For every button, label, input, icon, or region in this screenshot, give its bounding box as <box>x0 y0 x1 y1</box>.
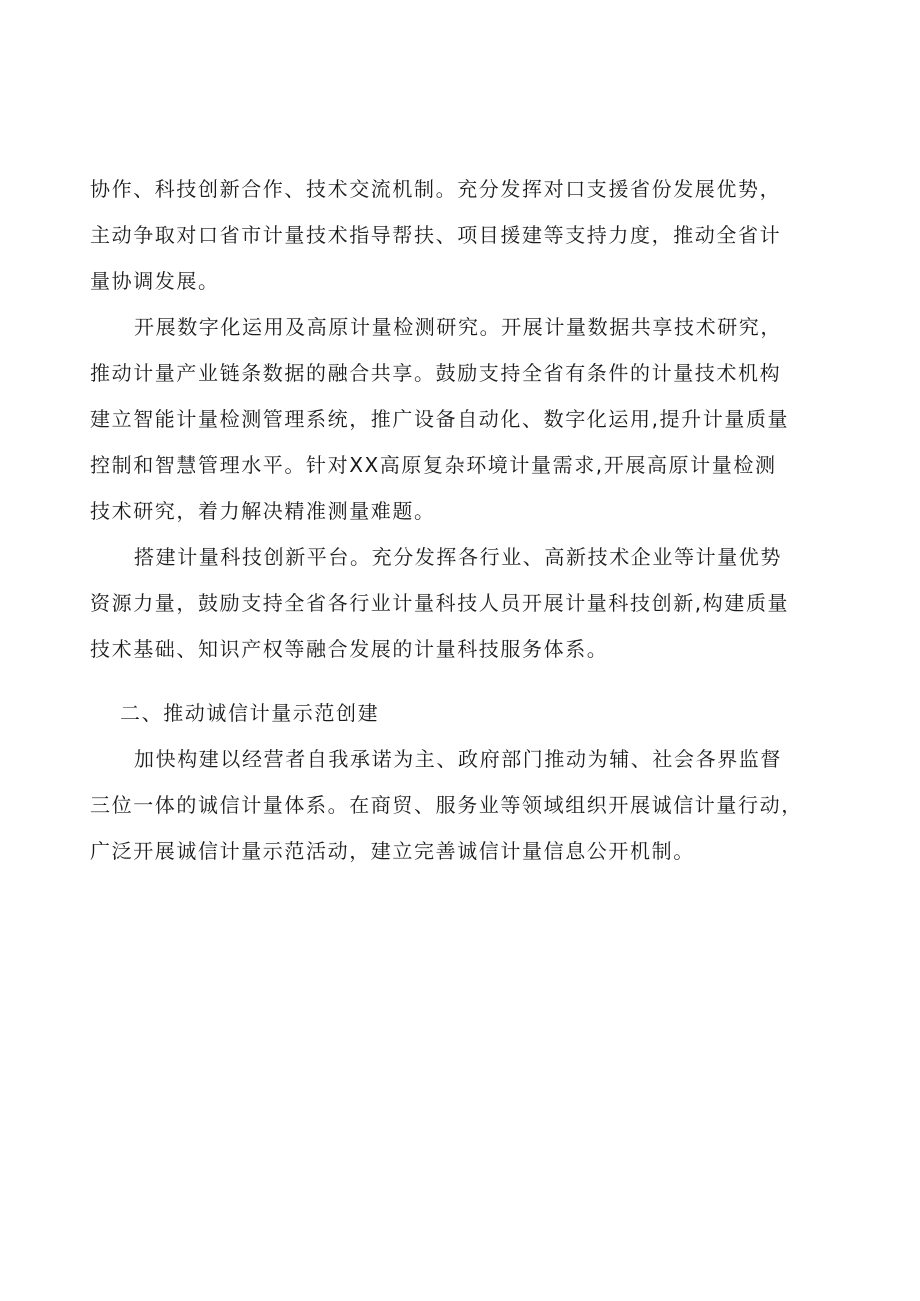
paragraph-line: 控制和智慧管理水平。针对XX高原复杂环境计量需求,开展高原计量检测 <box>90 453 777 477</box>
paragraph-1 <box>90 166 840 304</box>
paragraph-2 <box>90 304 840 534</box>
paragraph-line: 搭建计量科技创新平台。充分发挥各行业、高新技术企业等计量优势 <box>134 545 782 569</box>
paragraph-line: 三位一体的诚信计量体系。在商贸、服务业等领域组织开展诚信计量行动， <box>90 793 803 817</box>
paragraph-line: 量协调发展。 <box>90 269 220 293</box>
paragraph-line: 建立智能计量检测管理系统，推广设备自动化、数字化运用,提升计量质量 <box>90 407 790 431</box>
paragraph-line: 推动计量产业链条数据的融合共享。鼓励支持全省有条件的计量技术机构 <box>90 361 782 385</box>
paragraph-3 <box>90 534 840 672</box>
paragraph-line: 技术研究，着力解决精准测量难题。 <box>90 499 436 523</box>
paragraph-4 <box>90 736 840 874</box>
paragraph-line: 协作、科技创新合作、技术交流机制。充分发挥对口支援省份发展优势， <box>90 177 782 201</box>
section-heading: 二、推动诚信计量示范创建 <box>120 701 380 725</box>
paragraph-line: 加快构建以经营者自我承诺为主、政府部门推动为辅、社会各界监督 <box>134 747 782 771</box>
paragraph-line: 资源力量，鼓励支持全省各行业计量科技人员开展计量科技创新,构建质量 <box>90 591 790 615</box>
document-body <box>90 166 840 874</box>
paragraph-line: 开展数字化运用及高原计量检测研究。开展计量数据共享技术研究， <box>134 315 782 339</box>
paragraph-line: 技术基础、知识产权等融合发展的计量科技服务体系。 <box>90 637 609 661</box>
paragraph-line: 广泛开展诚信计量示范活动，建立完善诚信计量信息公开机制。 <box>90 839 695 863</box>
paragraph-line: 主动争取对口省市计量技术指导帮扶、项目援建等支持力度，推动全省计 <box>90 223 782 247</box>
